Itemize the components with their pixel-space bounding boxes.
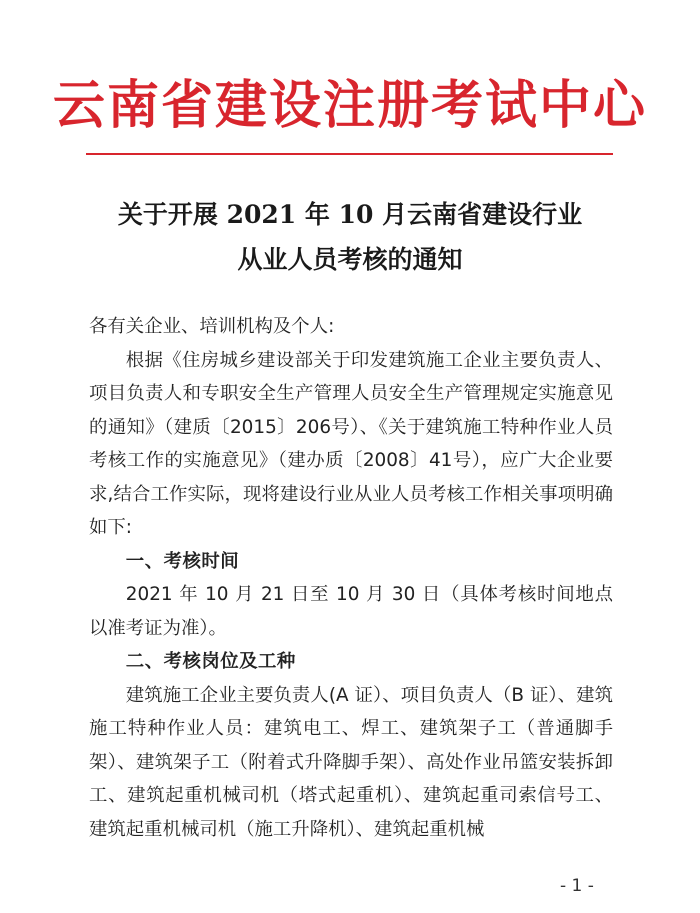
section-2-paragraph: 建筑施工企业主要负责人(A 证）、项目负责人（B 证）、建筑施工特种作业人员：建筑电工、焊工、建筑架子工（普通脚手架）、建筑架子工（附着式升降脚手架）、高处作业吊篮安装拆卸工、建筑起重机械司机（塔式起重机）、建筑起重司索信号工、建筑起重机械司机（施工升降机）、建筑起重机械 [89, 684, 613, 840]
salutation: 各有关企业、培训机构及个人: [89, 316, 335, 337]
section-1-paragraph: 2021 年 10 月 21 日至 10 月 30 日（具体考核时间地点以准考证为准）。 [89, 584, 613, 639]
intro-paragraph: 根据《住房城乡建设部关于印发建筑施工企业主要负责人、项目负责人和专职安全生产管理人员安全生产管理规定实施意见的通知》（建质〔2015〕206号）、《关于建筑施工特种作业人员考核工作的实施意见》（建办质〔2008〕41号），应广大企业要求,结合工作实际，现将建设行业从业人员考核工作相关事项明确如下: [89, 349, 613, 538]
issuer-header: 云南省建设注册考试中心 [52, 75, 647, 136]
document-title-line-1: 关于开展 2021 年 10 月云南省建设行业 [117, 200, 583, 229]
section-1-heading: 一、考核时间 [125, 550, 240, 572]
header-divider [86, 153, 613, 155]
document-body [89, 310, 613, 846]
page-number: - 1 - [560, 876, 594, 896]
section-2-heading: 二、考核岗位及工种 [125, 651, 296, 672]
document-title-line-2: 从业人员考核的通知 [237, 245, 463, 274]
